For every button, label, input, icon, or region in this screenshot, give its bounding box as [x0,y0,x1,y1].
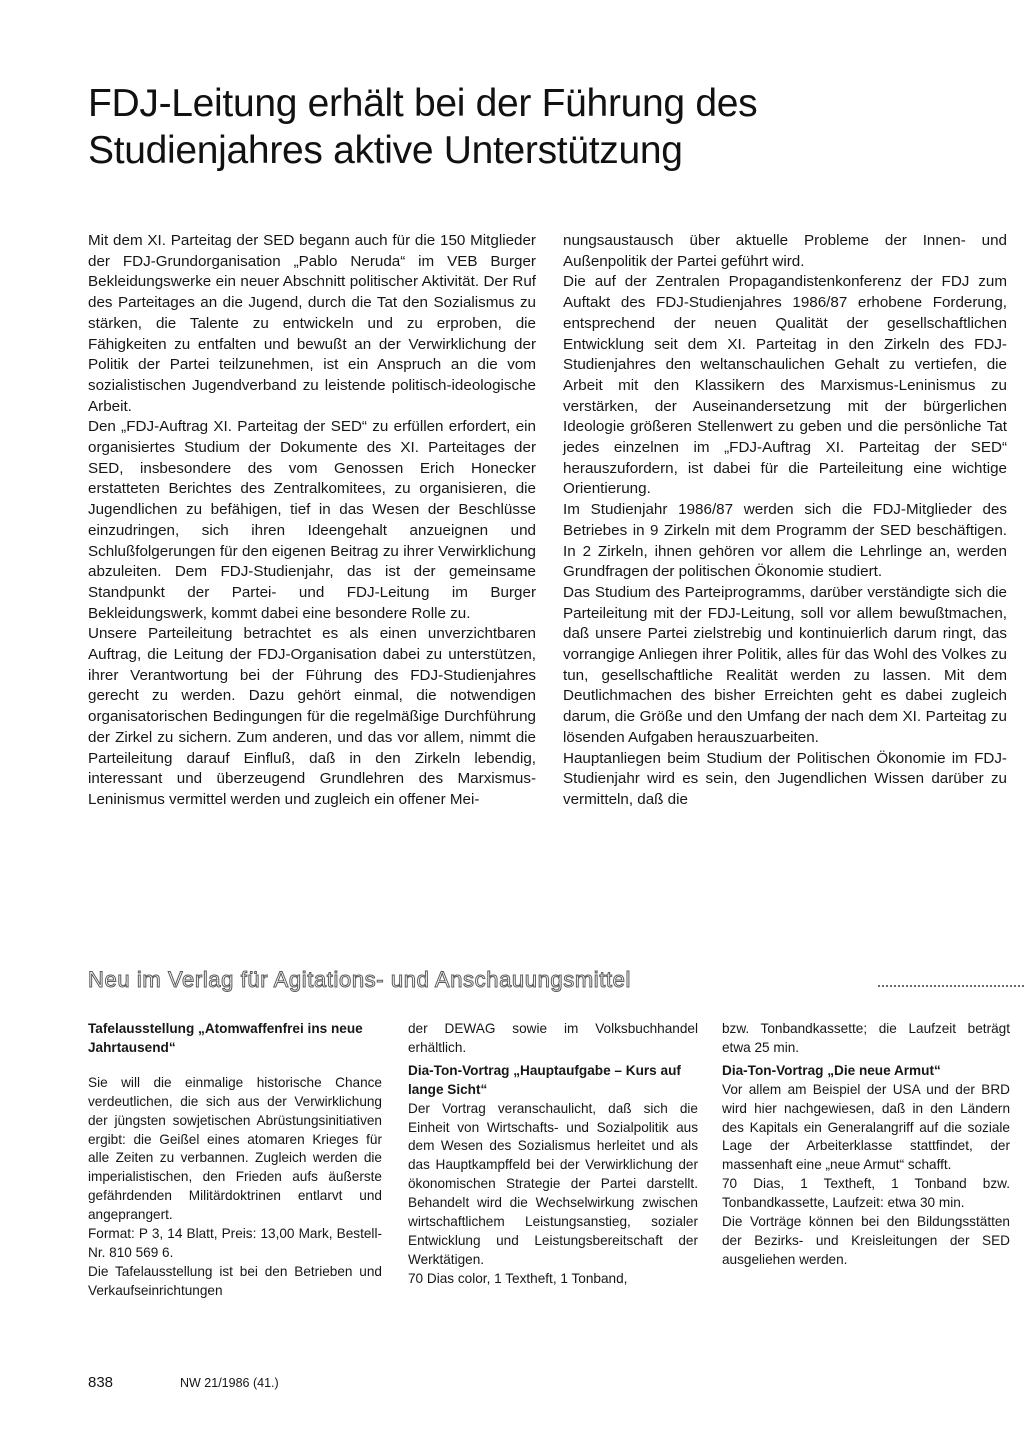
notice-heading: Dia-Ton-Vortrag „Hauptaufgabe – Kurs auf lange Sicht“ [408,1062,681,1097]
notice-body: Der Vortrag veranschaulicht, daß sich die Einheit von Wirtschafts- und Sozialpolitik aus dem Wesen des Sozialismus herleitet und als das Hauptkampffeld bei der Verwirklichung der ökonomischen Strategie der Partei darstellt. Behandelt wird die Wechselwirkung zwischen wirtschaftlichem Leistungsanstieg, sozialer Entwicklung und Leistungsbereitschaft der Werktätigen. [408,1100,698,1267]
banner-title: Neu im Verlag für Agitations- und Anschauungsmittel [88,967,632,992]
article-paragraph: Im Studienjahr 1986/87 werden sich die FDJ-Mitglieder des Betriebes in 9 Zirkeln mit dem Programm der SED beschäftigen. In 2 Zirkeln, ihnen gehören vor allem die Lehrlinge an, werden Grundfragen der politischen Ökonomie studiert. [563,501,1007,581]
notice-materials: 70 Dias color, 1 Textheft, 1 Tonband, [408,1270,628,1286]
notice-heading: Tafelausstellung „Atomwaffenfrei ins neue Jahrtausend“ [88,1021,363,1055]
notice-availability: Die Tafelausstellung ist bei den Betrieben und Verkaufseinrichtungen [88,1263,382,1298]
article-paragraph: nungsaustausch über aktuelle Probleme der Innen- und Außenpolitik der Partei geführt wird. [563,232,1007,270]
article-column-right [563,231,1007,811]
notice-body: Sie will die einmalige historische Chance verdeutlichen, die sich aus der Verwirklichung der jüngsten sowjetischen Abrüstungsinitiativen ergibt: die Geißel eines atomaren Krieges für alle Zeiten zu verbannen. Zugleich werden die imperialistischen, den Frieden aufs äußerste gefährdenden Militärdoktrinen entlarvt und angeprangert. [88,1074,382,1223]
notice-column-3 [722,1020,1010,1270]
headline-line-2: Studienjahres aktive Unterstützung [88,129,683,172]
notice-materials: 70 Dias, 1 Textheft, 1 Tonband bzw. Tonbandkassette, Laufzeit: etwa 30 min. [722,1176,1010,1211]
publisher-banner [88,962,1008,998]
notice-column-1 [88,1020,382,1301]
notice-body: Vor allem am Beispiel der USA und der BRD wird hier nachgewiesen, daß in den Ländern des Kapitals ein Generalangriff auf die soziale Lage der Arbeiterklasse stattfindet, der massenhaft eine „neue Armut“ schafft. [722,1081,1010,1173]
notice-format: Format: P 3, 14 Blatt, Preis: 13,00 Mark, Bestell-Nr. 810 569 6. [88,1226,382,1260]
notice-heading: Dia-Ton-Vortrag „Die neue Armut“ [722,1062,941,1078]
article-paragraph: Unsere Parteileitung betrachtet es als einen unverzichtbaren Auftrag, die Leitung der FDJ-Organisation dabei zu unterstützen, ihrer Verantwortung bei der Führung des FDJ-Studienjahres gerecht zu werden. Dazu gehört einmal, die notwendigen organisatorischen Bedingungen für die regelmäßige Durchführung der Zirkel zu sichern. Zum anderen, und das vor allem, nimmt die Parteileitung darauf Einfluß, daß in den Zirkeln lebendig, interessant und überzeugend Grundlehren des Marxismus-Leninismus vermittel werden und zugleich ein offener Mei- [88,625,536,808]
article-paragraph: Den „FDJ-Auftrag XI. Parteitag der SED“ zu erfüllen erfordert, ein organisiertes Studium der Dokumente des XI. Parteitages der SED, insbesondere des vom Genossen Erich Honecker erstatteten Berichtes des Zentralkomitees, zu organisieren, die Jugendlichen zu befähigen, tief in das Wesen der Beschlüsse einzudringen, sich ihren Ideengehalt anzueignen und Schlußfolgerungen für den eigenen Beitrag zu ihrer Verwirklichung abzuleiten. Dem FDJ-Studienjahr, das ist der gemeinsame Standpunkt der Partei- und FDJ-Leitung im Burger Bekleidungswerk, kommt dabei eine besondere Rolle zu. [88,418,536,622]
article-headline [88,80,938,174]
notice-column-2 [408,1020,698,1289]
notice-continuation: der DEWAG sowie im Volksbuchhandel erhältlich. [408,1021,698,1055]
article-paragraph: Mit dem XI. Parteitag der SED begann auch für die 150 Mitglieder der FDJ-Grundorganisation „Pablo Neruda“ im VEB Burger Bekleidungswerke ein neuer Abschnitt politischer Aktivität. Der Ruf des Parteitages an die Jugend, durch die Tat den Sozialismus zu stärken, die Talente zu entwickeln und zu erproben, die Fähigkeiten zu entfalten und bewußt an der Verwirklichung der Politik der Partei teilzunehmen, ist ein Anspruch an die vom sozialistischen Jugendverband zu leistende politisch-ideologische Arbeit. [88,232,536,415]
headline-line-1: FDJ-Leitung erhält bei der Führung des [88,82,758,125]
article-paragraph: Die auf der Zentralen Propagandistenkonferenz der FDJ zum Auftakt des FDJ-Studienjahres 1986/87 erhobene Forderung, entsprechend der neuen Qualität der gesellschaftlichen Entwicklung seit dem XI. Parteitag in den Zirkeln des FDJ-Studienjahres den weltanschaulichen Gehalt zu vertiefen, die Arbeit mit den Klassikern des Marxismus-Leninismus zu verstärken, der Auseinandersetzung mit der bürgerlichen Ideologie größeren Stellenwert zu geben und die persönliche Tat jedes einzelnen im „FDJ-Auftrag XI. Parteitag der SED“ herauszufordern, ist dabei für die Parteileitung eine wichtige Orientierung. [563,273,1007,498]
notice-note: Die Vorträge können bei den Bildungsstätten der Bezirks- und Kreisleitungen der SED ausgeliehen werden. [722,1214,1010,1267]
page-number: 838 [88,1374,114,1391]
issue-label: NW 21/1986 (41.) [180,1376,279,1390]
article-paragraph: Das Studium des Parteiprogramms, darüber verständigte sich die Parteileitung mit der FDJ-Leitung, soll vor allem bewußtmachen, daß unsere Partei zielstrebig und kontinuierlich darum ringt, das vorrangige Anliegen ihrer Politik, alles für das Wohl des Volkes zu tun, gesellschaftliche Realität werden zu lassen. Mit dem Deutlichmachen des bisher Erreichten geht es dabei zugleich darum, die Größe und den Umfang der nach dem XI. Parteitag zu lösenden Aufgaben herauszuarbeiten. [563,583,1007,746]
article-paragraph: Hauptanliegen beim Studium der Politischen Ökonomie im FDJ-Studienjahr wird es sein, den Jugendlichen Wissen darüber zu vermitteln, daß die [563,749,1007,808]
article-column-left [88,231,536,811]
banner-divider [878,985,1024,987]
notice-continuation: bzw. Tonbandkassette; die Laufzeit beträgt etwa 25 min. [722,1021,1010,1055]
